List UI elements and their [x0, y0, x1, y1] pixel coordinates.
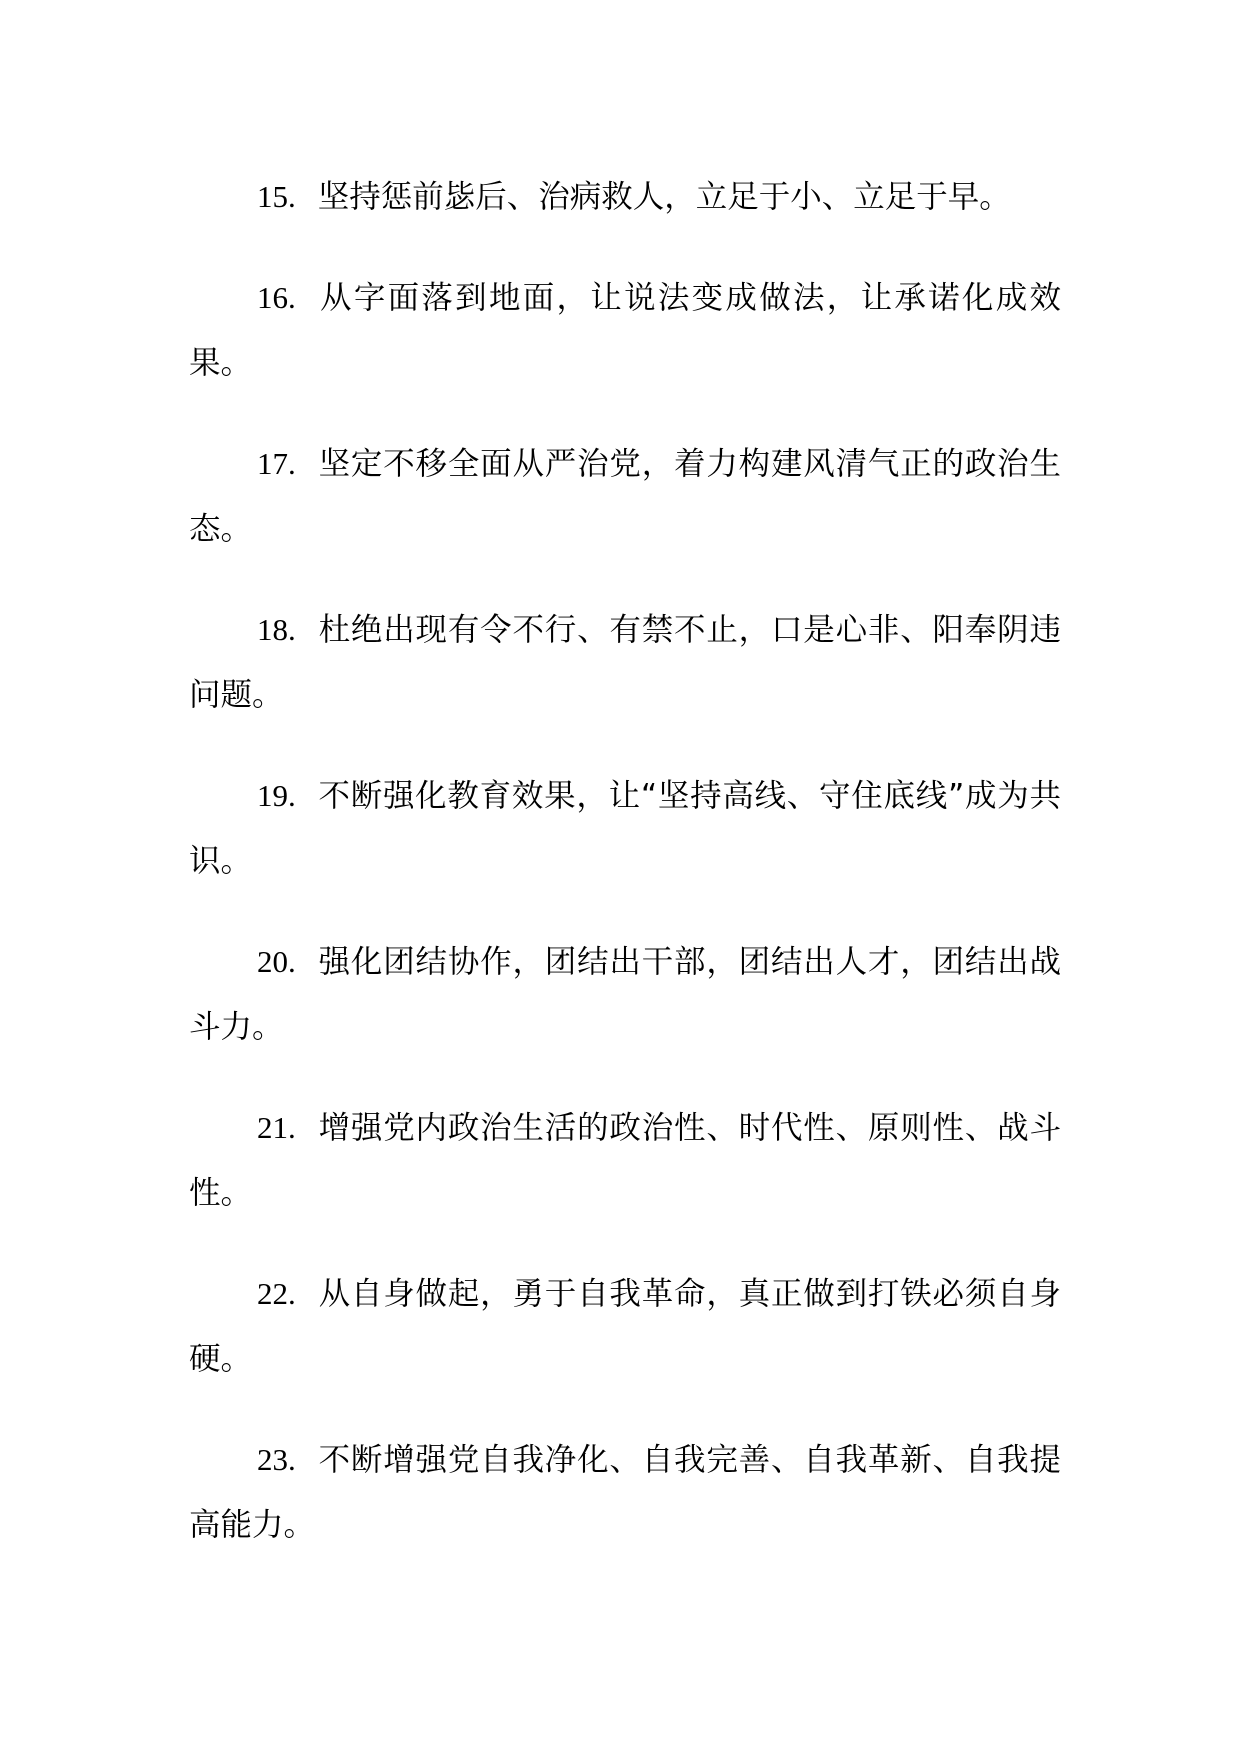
item-text: 强化团结协作，团结出干部，团结出人才，团结出战斗力。	[189, 944, 1061, 1045]
item-number: 17.	[257, 446, 296, 481]
item-text: 坚定不移全面从严治党，着力构建风清气正的政治生态。	[189, 446, 1061, 547]
list-item	[189, 164, 1061, 230]
item-number: 21.	[257, 1110, 296, 1145]
item-number: 23.	[257, 1442, 296, 1477]
list-item	[189, 929, 1061, 1060]
item-text: 不断强化教育效果，让“坚持高线、守住底线”成为共识。	[189, 778, 1061, 879]
numbered-list	[189, 164, 1061, 1593]
item-text: 杜绝出现有令不行、有禁不止，口是心非、阳奉阴违问题。	[189, 612, 1061, 713]
list-item	[189, 265, 1061, 396]
item-number: 18.	[257, 612, 296, 647]
item-text: 坚持惩前毖后、治病救人，立足于小、立足于早。	[317, 179, 1011, 215]
item-text: 增强党内政治生活的政治性、时代性、原则性、战斗性。	[189, 1110, 1061, 1211]
list-item	[189, 431, 1061, 562]
list-item	[189, 597, 1061, 728]
item-text: 从自身做起，勇于自我革命，真正做到打铁必须自身硬。	[189, 1276, 1061, 1377]
item-number: 16.	[257, 280, 296, 315]
item-number: 22.	[257, 1276, 296, 1311]
list-item	[189, 763, 1061, 894]
list-item	[189, 1095, 1061, 1226]
item-number: 15.	[257, 179, 296, 214]
item-number: 19.	[257, 778, 296, 813]
item-text: 从字面落到地面，让说法变成做法，让承诺化成效果。	[189, 280, 1061, 381]
list-item	[189, 1261, 1061, 1392]
list-item	[189, 1427, 1061, 1558]
item-number: 20.	[257, 944, 296, 979]
item-text: 不断增强党自我净化、自我完善、自我革新、自我提高能力。	[189, 1442, 1061, 1543]
